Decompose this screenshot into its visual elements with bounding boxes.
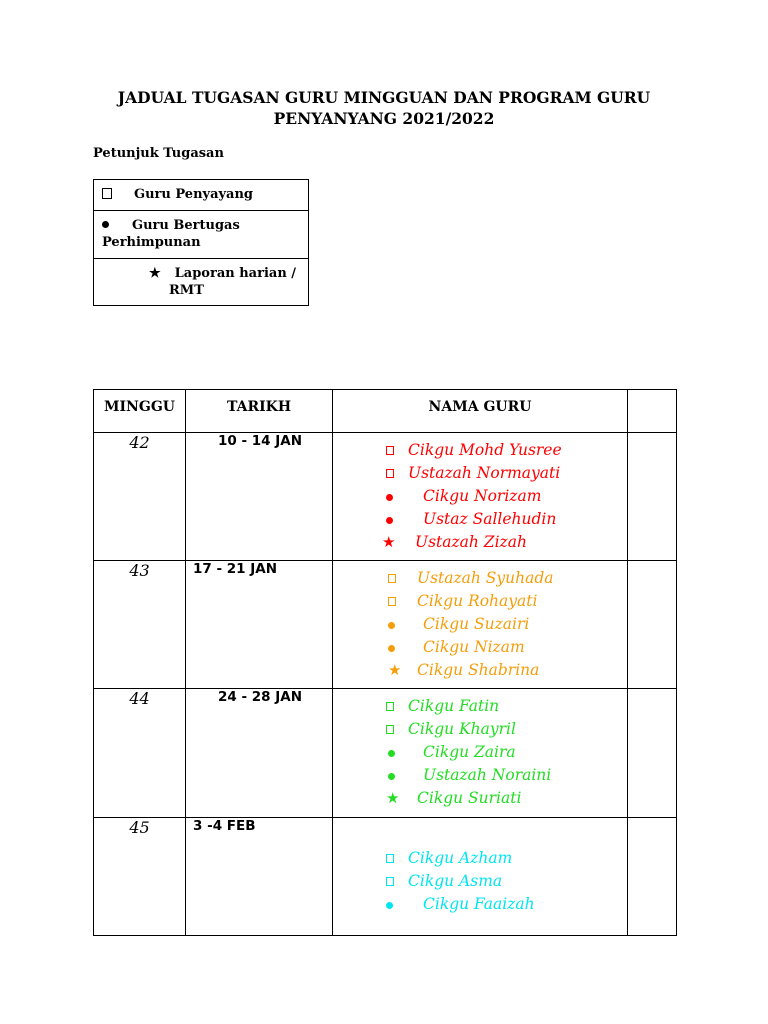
teacher-name: Cikgu Shabrina <box>417 661 540 679</box>
page-title <box>0 87 768 129</box>
week-number: 44 <box>94 689 186 818</box>
legend-label-line-1: Laporan harian / <box>174 266 297 281</box>
legend-row-guru-penyayang <box>94 180 308 211</box>
list-item <box>333 567 627 590</box>
title-line-1: JADUAL TUGASAN GURU MINGGUAN DAN PROGRAM GURU <box>117 88 651 107</box>
list-item <box>333 485 627 508</box>
list-item <box>333 847 627 870</box>
legend-label-line-1: Guru Bertugas <box>132 218 240 233</box>
table-row <box>94 561 677 689</box>
header-minggu: MINGGU <box>94 390 186 433</box>
header-tarikh: TARIKH <box>186 390 333 433</box>
square-icon <box>386 854 394 863</box>
list-item <box>333 787 627 810</box>
header-extra <box>628 390 677 433</box>
extra-cell <box>628 689 677 818</box>
list-item <box>333 718 627 741</box>
extra-cell <box>628 433 677 561</box>
teacher-list <box>333 561 628 689</box>
legend-label-line-2: RMT <box>169 283 204 298</box>
table-row <box>94 433 677 561</box>
date-range: 10 - 14 JAN <box>186 433 333 561</box>
week-number: 43 <box>94 561 186 689</box>
bullet-icon <box>388 773 395 780</box>
date-range: 24 - 28 JAN <box>186 689 333 818</box>
extra-cell <box>628 561 677 689</box>
teacher-name: Cikgu Zaira <box>423 743 516 761</box>
square-icon <box>388 574 396 583</box>
title-line-2: PENYANYANG 2021/2022 <box>273 109 495 128</box>
list-item <box>333 741 627 764</box>
teacher-name: Cikgu Fatin <box>408 697 500 715</box>
square-icon <box>386 877 394 886</box>
teacher-list <box>333 433 628 561</box>
list-item <box>333 695 627 718</box>
table-row <box>94 689 677 818</box>
star-icon: ★ <box>149 266 161 281</box>
bullet-icon <box>388 750 395 757</box>
teacher-name: Ustazah Syuhada <box>417 569 554 587</box>
teacher-name: Cikgu Suzairi <box>423 615 530 633</box>
square-icon <box>386 725 394 734</box>
bullet-icon <box>386 902 393 909</box>
list-item <box>333 870 627 893</box>
square-icon <box>386 469 394 478</box>
teacher-name: Ustazah Normayati <box>408 464 561 482</box>
table-row <box>94 818 677 936</box>
schedule-table <box>93 389 677 936</box>
list-item <box>333 590 627 613</box>
header-nama-guru: NAMA GURU <box>333 390 628 433</box>
teacher-name: Ustazah Zizah <box>415 533 527 551</box>
legend-row-guru-bertugas <box>94 211 308 259</box>
extra-cell <box>628 818 677 936</box>
bullet-icon <box>102 217 112 227</box>
legend-row-laporan-harian <box>94 259 308 305</box>
star-icon: ★ <box>386 789 400 807</box>
teacher-name: Cikgu Mohd Yusree <box>408 441 562 459</box>
square-icon <box>388 597 396 606</box>
legend-heading: Petunjuk Tugasan <box>93 146 224 161</box>
square-icon <box>102 188 112 199</box>
list-item <box>333 636 627 659</box>
teacher-name: Ustazah Noraini <box>423 766 552 784</box>
teacher-name: Cikgu Rohayati <box>417 592 538 610</box>
bullet-icon <box>386 517 393 524</box>
bullet-icon <box>388 645 395 652</box>
list-item <box>333 893 627 916</box>
table-header-row <box>94 390 677 433</box>
list-item <box>333 531 627 554</box>
teacher-list <box>333 818 628 936</box>
date-range: 17 - 21 JAN <box>186 561 333 689</box>
square-icon <box>386 446 394 455</box>
list-item <box>333 764 627 787</box>
week-number: 42 <box>94 433 186 561</box>
bullet-icon <box>388 622 395 629</box>
teacher-name: Cikgu Khayril <box>408 720 516 738</box>
teacher-list <box>333 689 628 818</box>
date-range: 3 -4 FEB <box>186 818 333 936</box>
teacher-name: Cikgu Azham <box>408 849 513 867</box>
teacher-name: Cikgu Suriati <box>417 789 522 807</box>
legend-label: Guru Penyayang <box>134 187 254 202</box>
week-number: 45 <box>94 818 186 936</box>
list-item <box>333 439 627 462</box>
teacher-name: Cikgu Norizam <box>423 487 542 505</box>
star-icon: ★ <box>382 533 396 551</box>
bullet-icon <box>386 494 393 501</box>
list-item <box>333 613 627 636</box>
teacher-name: Cikgu Asma <box>408 872 503 890</box>
teacher-name: Ustaz Sallehudin <box>423 510 557 528</box>
list-item <box>333 659 627 682</box>
teacher-name: Cikgu Nizam <box>423 638 525 656</box>
star-icon: ★ <box>388 661 402 679</box>
legend-table <box>93 179 309 306</box>
list-item <box>333 508 627 531</box>
list-item <box>333 462 627 485</box>
legend-label-line-2: Perhimpunan <box>102 235 201 250</box>
square-icon <box>386 702 394 711</box>
teacher-name: Cikgu Faaizah <box>423 895 535 913</box>
